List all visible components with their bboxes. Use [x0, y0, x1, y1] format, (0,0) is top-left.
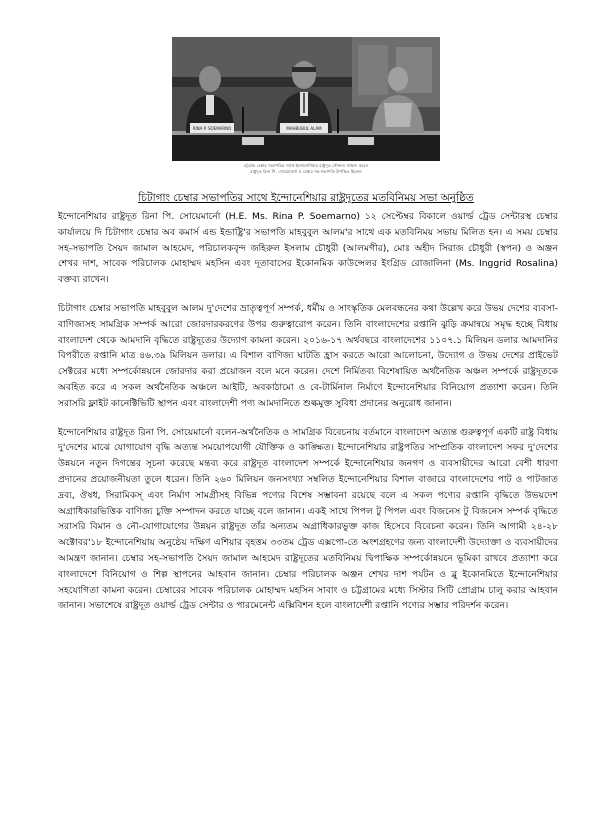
article-paragraph: ইন্দোনেশিয়ার রাষ্ট্রদূত রিনা পি. সোয়েমার্নো বলেন-অর্থনৈতিক ও সামগ্রিক বিবেচনায় বর্তমানে বাংলাদেশ অত্যন্ত গুরুত্বপূর্ণ একটি রাষ্ট্র বিধায় দু'দেশের মাঝে যোগাযোগ বৃদ্ধি অত্যন্ত সময়োপযোগী যৌক্তিক ও কাঙ্ক্ষিত। ইন্দোনেশিয়ার রাষ্ট্রপতির সাম্প্রতিক বাংলাদেশ সফর দু'দেশের উন্নয়নে নতুন দিগন্তের সূচনা করেছে মন্তব্য করে রাষ্ট্রদূত বাংলাদেশ সম্পর্কে ইন্দোনেশিয়ার জনগণ ও ব্যবসায়ীদের আরো বেশী ধারণা প্রদানের প্রয়োজনীয়তা তুলে ধরেন। তিনি ২৬০ মিলিয়ন জনসংখ্যা সম্বলিত ইন্দোনেশিয়ার বিশাল বাজারে বাংলাদেশের পাট ও পাটজাত দ্রব্য, ঔষধ, সিরামিকস্ এবং নির্মাণ সামগ্রীসহ বিভিন্ন পণ্যের বিশেষ সম্ভাবনা রয়েছে বলে এ সকল পণ্যের রপ্তানি বৃদ্ধিতে উভয়দেশ অগ্রাধিকারভিত্তিক বাণিজ্য চুক্তি সম্পাদন করতে যাচ্ছে বলে জানান। একই সাথে পিপল টু পিপল এবং বিজনেস টু বিজনেস সম্পর্ক বৃদ্ধিতে সরাসরি বিমান ও নৌ-যোগাযোগের উন্নয়ন রাষ্ট্রদূত তাঁর অন্যতম অগ্রাধিকারভুক্ত কাজ হিসেবে বিবেচনা করেন। তিনি আগামী ২৪-২৮ অক্টোবর'১৮ ইন্দোনেশিয়ায় অনুষ্ঠেয় দক্ষিণ এশিয়ার বৃহত্তম ৩৩তম ট্রেড এক্সপো-তে অংশগ্রহণের জন্য বাংলাদেশী উদ্যোক্তা ও ব্যবসায়ীদের আমন্ত্রণ জানান। চেম্বার সহ-সভাপতি সৈয়দ জামাল আহমেদ রাষ্ট্রদূতের মতবিনিময় দ্বিপাক্ষিক সম্পর্কোন্নয়নে ভূমিকা রাখবে প্রত্যাশা করে বাংলাদেশে বিনিয়োগ ও শিল্প স্থাপনের আহবান জানান। চেম্বার পরিচালক অঞ্জন শেখর দাশ পর্যটন ও ব্লু ইকোনমিতে ইন্দোনেশিয়ার সহযোগিতা কামনা করেন। চেম্বারের সাবেক পরিচালক মোহাম্মদ মহসিন সাবাং ও চট্টগ্রামের মধ্যে সিস্টার সিটি প্রোগ্রাম চালু করার আহবান জানান। সভাশেষে রাষ্ট্রদূত ওয়ার্ল্ড ট্রেড সেন্টার ও পারমেনেন্ট এক্সিবিশন হলে বাংলাদেশী রপ্তানি পণ্যের সম্ভার পরিদর্শন করেন।: [58, 426, 558, 612]
name-card-left: RINA P. SOEMARNO: [192, 126, 232, 131]
caption-line-1: চট্টগ্রাম চেম্বার সভাপতির সাথে ইন্দোনেশিয়ার রাষ্ট্রদূত সৌজন্য সাক্ষাৎ করেন: [243, 163, 369, 168]
photo-caption: [172, 163, 440, 175]
meeting-photo-graphic: [172, 37, 440, 161]
name-card-middle: MAHBUBUL ALAM: [286, 126, 322, 131]
caption-line-2: রাষ্ট্রদূত রিনা পি. সোয়েমার্নো ও চেম্বার সহ-সভাপতি উপস্থিত ছিলেন: [250, 169, 362, 174]
article-body: [58, 209, 558, 614]
article-paragraph: চিটাগাং চেম্বার সভাপতি মাহবুবুল আলম দু'দেশের ভ্রাতৃত্বপূর্ণ সম্পর্ক, ধর্মীয় ও সাংস্কৃতিক মেলবন্ধনের কথা উল্লেখ করে উভয় দেশের ব্যবসা-বাণিজ্যসহ সামগ্রিক সম্পর্ক আরো জোরদারকরণের উপর গুরুত্বারোপ করেন। তিনি বাংলাদেশের রপ্তানি ঝুড়ি ক্রমান্বয়ে সমৃদ্ধ হচ্ছে বিধায় বাংলাদেশ থেকে আমদানি বৃদ্ধিতে রাষ্ট্রদূতের উদ্যোগ কামনা করেন। ২০১৬-১৭ অর্থবছরে বাংলাদেশের ১১০৭.১ মিলিয়ন ডলার আমদানির বিপরীতে রপ্তানি মাত্র ৪৬.৩৯ মিলিয়ন ডলার। এ বিশাল বাণিজ্য ঘাটতি হ্রাস করতে আরো আলোচনা, উদ্যোগ ও উভয় দেশের প্রাইভেট সেক্টরের মধ্যে সম্পর্কোন্নয়নে জোরদার করা প্রয়োজন বলে মনে করেন। দেশে নির্মিতব্য বিশেষায়িত অর্থনৈতিক অঞ্চল সম্পর্কে রাষ্ট্রদূতকে অবহিত করে এ সকল অর্থনৈতিক অঞ্চলে আইটি, অবকাঠামো ও বে-টার্মিনাল নির্মাণে ইন্দোনেশিয়ার বিনিয়োগ প্রত্যাশা করেন। তিনি সরাসরি ফ্লাইট কানেক্টিভিটি স্থাপন এবং বাংলাদেশী পণ্য আমদানিতে শুল্কমুক্ত সুবিধা প্রদানের অনুরোধ জানান।: [58, 302, 558, 409]
article-headline: চিটাগাং চেম্বার সভাপতির সাথে ইন্দোনেশিয়ার রাষ্ট্রদূতের মতবিনিময় সভা অনুষ্ঠিত: [138, 192, 474, 204]
article-paragraph: ইন্দোনেশিয়ার রাষ্ট্রদূত রিনা পি. সোয়েমার্নো (H.E. Ms. Rina P. Soemarno) ১২ সেপ্টেম্বর বিকালে ওয়ার্ল্ড ট্রেড সেন্টারস্থ চেম্বার কার্যালয়ে দি চিটাগাং চেম্বার অব কমার্স এন্ড ইন্ডাষ্ট্রি'র সভাপতি মাহবুবুল আলম'র সাথে এক মতবিনিময় সভায় মিলিত হন। এ সময় চেম্বার সহ-সভাপতি সৈয়দ জামাল আহমেদ, পরিচালকবৃন্দ জহিরুল ইসলাম চৌধুরী (আলমগীর), মোঃ অহীদ সিরাজ চৌধুরী (স্বপন) ও অঞ্জন শেখর দাশ, সাবেক পরিচালক মোহাম্মদ মহসিন এবং দূতাবাসের ইকোনমিক কাউন্সেলর ইংগ্রিড রোজালিনা (Ms. Inggrid Rosalina) বক্তব্য রাখেন।: [58, 211, 558, 286]
meeting-photo: [172, 37, 440, 161]
